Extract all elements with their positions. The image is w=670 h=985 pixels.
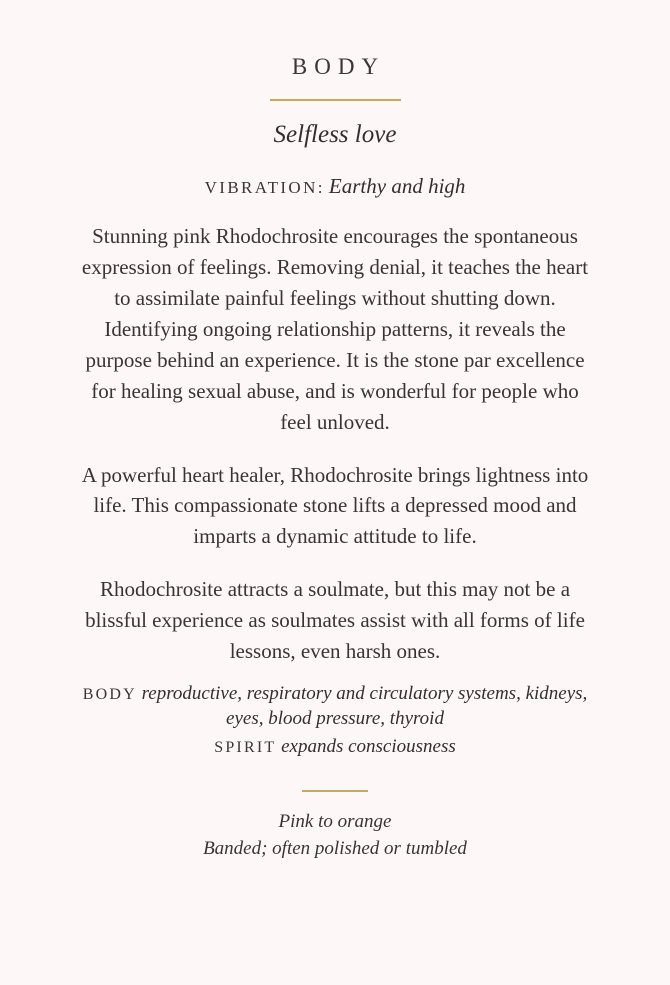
attributes-list <box>75 681 595 760</box>
footer-notes <box>203 808 467 863</box>
attribute-row-body <box>75 681 595 732</box>
body-copy <box>75 221 595 666</box>
paragraph: A powerful heart healer, Rhodochrosite brings lightness into life. This compassionate stone lifts a depressed mood and imparts a dynamic attitude to life. <box>81 462 589 549</box>
stone-form-note: Banded; often polished or tumbled <box>203 838 467 860</box>
paragraph: Stunning pink Rhodochrosite encourages the spontaneous expression of feelings. Removing denial, it teaches the heart to assimilate painful feelings without shutting down. Identifying ongoing relationship patterns, it reveals the purpose behind an experience. It is the stone par excellence for healing sexual abuse, and is wonderful for people who feel unloved. <box>81 224 589 434</box>
title-divider <box>270 99 401 101</box>
vibration-value: Earthy and high <box>328 174 466 199</box>
paragraph: Rhodochrosite attracts a soulmate, but this may not be a blissful experience as soulmates assist with all forms of life lessons, even harsh ones. <box>85 577 585 663</box>
stone-color-note: Pink to orange <box>278 810 392 832</box>
attribute-value: reproductive, respiratory and circulatory systems, kidneys, eyes, blood pressure, thyroid <box>141 682 588 730</box>
keyword-subtitle: Selfless love <box>273 121 397 149</box>
attribute-label: BODY <box>82 685 137 703</box>
attribute-value: expands consciousness <box>281 735 456 757</box>
vibration-label: VIBRATION: <box>204 178 325 198</box>
attribute-row-spirit <box>75 734 595 760</box>
attribute-label: SPIRIT <box>214 738 277 756</box>
vibration-line <box>205 174 466 199</box>
footer-divider <box>302 790 368 792</box>
page-title: BODY <box>291 54 386 79</box>
